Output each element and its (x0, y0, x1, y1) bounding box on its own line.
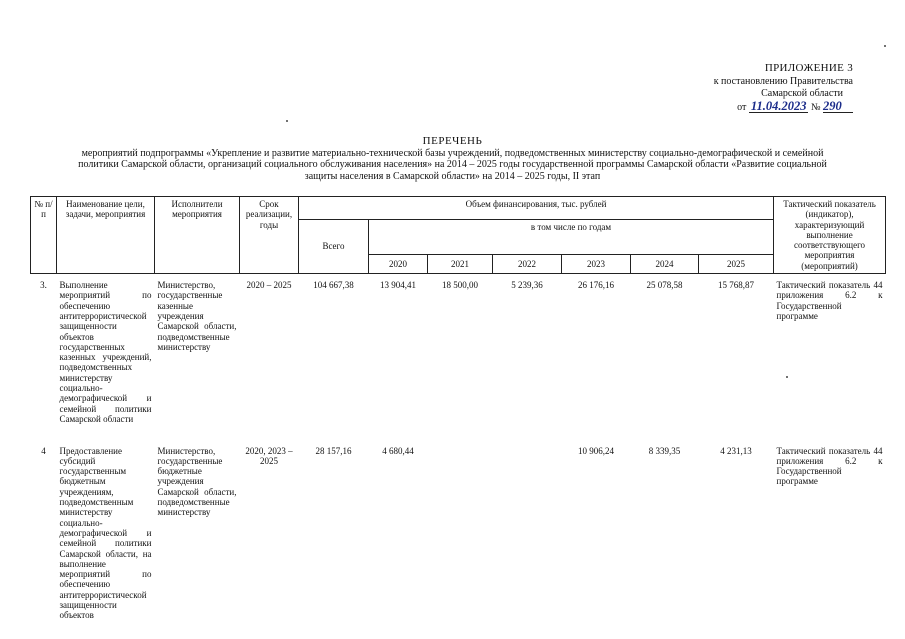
row-term: 2020, 2023 – 2025 (245, 445, 293, 466)
handwritten-number: 290 (823, 100, 853, 113)
scan-speck (286, 120, 288, 122)
header-indicator: Тактический показатель (индикатор), характеризующий выполнение соответствующего мероприятия (мероприятий) (774, 197, 886, 274)
header-year-2023: 2023 (562, 255, 631, 274)
row-total: 28 157,16 (315, 445, 352, 456)
row-total: 104 667,38 (313, 280, 354, 291)
header-funding: Объем финансирования, тыс. рублей (299, 197, 774, 220)
row-2020: 4 680,44 (382, 445, 414, 456)
title-line-3: защиты населения в Самарской области» на 2014 – 2025 годы, II этап (304, 170, 601, 182)
number-label: № (810, 102, 821, 113)
row-2021 (428, 444, 493, 623)
scan-speck (884, 45, 886, 47)
row-indicator: Тактический показатель 44 приложения 6.2 к Государственной программе (776, 280, 883, 321)
header-year-2024: 2024 (631, 255, 699, 274)
measures-table (30, 196, 886, 623)
appendix-title: ПРИЛОЖЕНИЕ 3 (764, 62, 853, 74)
header-total: Всего (299, 220, 369, 274)
row-2022: 5 239,36 (511, 280, 543, 291)
row-term: 2020 – 2025 (246, 280, 292, 291)
row-2022 (493, 444, 562, 623)
title-line-2: политики Самарской области, организаций социального обслуживания населения» на 2014 – 2025 годы государственной программы Самарской области «Развитие социальной (78, 159, 827, 170)
row-2023: 26 176,16 (578, 280, 614, 291)
row-name: Выполнение мероприятий по обеспечению антитеррористической защищенности объектов государственных казенных учреждений, подведомственных министерству социально-демографической и семейной политики Самарской области (59, 280, 152, 424)
appendix-line-2: Самарской области (761, 88, 843, 99)
row-2025: 15 768,87 (718, 280, 755, 291)
row-indicator: Тактический показатель 44 приложения 6.2 к Государственной программе (776, 445, 883, 487)
header-by-years: в том числе по годам (369, 220, 774, 255)
header-name: Наименование цели, задачи, мероприятия (57, 197, 155, 274)
table-row (31, 444, 886, 623)
header-term: Срок реализации, годы (240, 197, 299, 274)
row-executors: Министерство, государственные бюджетные учреждения Самарской области, подведомственные министерству (157, 445, 237, 518)
header-year-2022: 2022 (493, 255, 562, 274)
row-num: 4 (41, 445, 46, 456)
appendix-signature-line (623, 100, 853, 114)
handwritten-date: 11.04.2023 (750, 99, 807, 113)
row-num: 3. (40, 280, 47, 291)
title-heading: ПЕРЕЧЕНЬ (422, 135, 483, 147)
row-2025: 4 231,13 (720, 445, 752, 456)
row-2021: 18 500,00 (442, 280, 478, 291)
title-line-1: мероприятий подпрограммы «Укрепление и развитие материально-технической базы учреждений, подведомственных министерству социально-демографической и семейной (81, 147, 824, 159)
from-label: от (737, 102, 747, 113)
row-2023: 10 906,24 (578, 445, 614, 456)
header-executors: Исполнители мероприятия (155, 197, 240, 274)
header-year-2025: 2025 (699, 255, 774, 274)
scan-speck (786, 376, 788, 378)
document-title (40, 136, 865, 182)
row-name: Предоставление субсидий государственным бюджетным учреждениям, подведомственным министерству социально-демографической и семейной политики Самарской области, на выполнение мероприятий по обеспечению антитеррористической защищенности объектов (59, 445, 152, 621)
header-row-1 (31, 197, 886, 220)
appendix-block (623, 62, 853, 114)
header-num: № п/п (31, 197, 57, 274)
row-2020: 13 904,41 (380, 280, 416, 291)
row-executors: Министерство, государственные казенные учреждения Самарской области, подведомственные министерству (157, 280, 237, 352)
header-year-2020: 2020 (369, 255, 428, 274)
table-row (31, 274, 886, 444)
row-2024: 8 339,35 (648, 445, 681, 456)
header-year-2021: 2021 (428, 255, 493, 274)
row-2024: 25 078,58 (646, 280, 683, 291)
appendix-line-1: к постановлению Правительства (713, 76, 853, 87)
